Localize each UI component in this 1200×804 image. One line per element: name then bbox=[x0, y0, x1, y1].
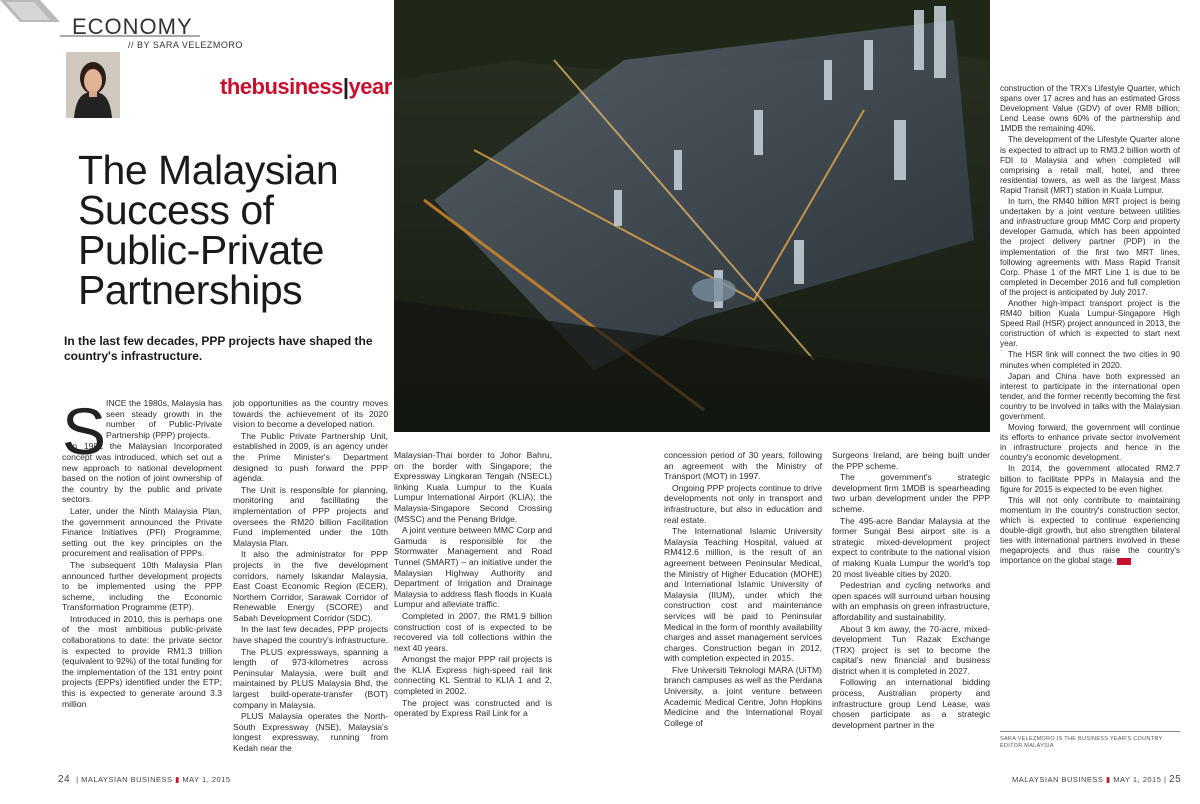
paragraph: The Public Private Partnership Unit, established in 2009, is an agency under the Prime Minister's Department designed to push forward the PPP agenda. bbox=[233, 430, 388, 484]
paragraph: The Unit is responsible for planning, monitoring and facilitating the implementation of PPP projects and oversees the RM20 billion Facilitation Fund implemented under the 10th Malaysia Plan. bbox=[233, 484, 388, 548]
paragraph: The International Islamic University Malaysia Teaching Hospital, valued at RM412.6 million, is the result of an agreement between Peninsular Medical, the Ministry of Higher Education (MOHE) and International Islamic University of Malaysia (IIUM), under which the construction cost and maintenance services will be paid to Peninsular Medical in the form of monthly availability charges and asset management services charges. Construction began in 2012, with completion expected in 2015. bbox=[664, 526, 822, 664]
article-column-3 bbox=[394, 450, 552, 720]
end-of-article-mark bbox=[1117, 558, 1131, 565]
byline-text: BY SARA VELEZMORO bbox=[137, 40, 243, 50]
paragraph: About 3 km away, the 70-acre, mixed-development Tun Razak Exchange (TRX) project is set to become the capital's new financial and business district when it is completed in 2027. bbox=[832, 623, 990, 676]
headline-line: The Malaysian bbox=[78, 147, 339, 193]
paragraph: concession period of 30 years, following an agreement with the Ministry of Transport (MOT) in 1997. bbox=[664, 450, 822, 482]
paragraph: Five Universiti Teknologi MARA (UiTM) branch campuses as well as the Perdana University, a joint venture between Academic Medical Centre, John Hopkins Medicine and the International Royal College of bbox=[664, 664, 822, 728]
paragraph: Following an international bidding process, Australian property and infrastructure group Lend Lease, was chosen participate as a strategic development partner in the bbox=[832, 677, 990, 730]
footer-left: 24 | MALAYSIAN BUSINESS ▮ MAY 1, 2015 bbox=[58, 774, 231, 785]
paragraph: Malaysian-Thai border to Johor Bahru, on the border with Singapore; the Expressway Lingkaran Tengah (NSECL) linking Kuala Lumpur to the Kuala Lumpur International Airport (KLIA); the Malaysia-Singapore Second Crossing (MSSC) and the Penang Bridge. bbox=[394, 450, 552, 524]
paragraph: The subsequent 10th Malaysia Plan announced further development projects to be implemented using the PPP scheme, including the Economic Transformation Programme (ETP). bbox=[62, 559, 222, 613]
page-number-right: 25 bbox=[1169, 774, 1182, 785]
brand-part-1: thebusiness bbox=[220, 74, 343, 99]
paragraph: Amongst the major PPP rail projects is the KLIA Express high-speed rail link connecting KL Sentral to KLIA 1 and 2, completed in 2002. bbox=[394, 654, 552, 697]
paragraph: The HSR link will connect the two cities in 90 minutes when completed in 2020. bbox=[1000, 350, 1180, 370]
footer-right: MALAYSIAN BUSINESS ▮ MAY 1, 2015 | 25 bbox=[1012, 774, 1182, 785]
paragraph: In 2014, the government allocated RM2.7 billion to facilitate PPPs in Malaysia and the figure for 2015 is expected to be even higher. bbox=[1000, 464, 1180, 494]
paragraph: The development of the Lifestyle Quarter alone is expected to attract up to RM3.2 billion worth of FDI to Malaysia and when completed will comprising a retail mall, hotel, and three residential towers, as well as the largest Mass Rapid Transit (MRT) station in Kuala Lumpur. bbox=[1000, 135, 1180, 195]
paragraph: The project was constructed and is operated by Express Rail Link for a bbox=[394, 697, 552, 719]
paragraph-text: This will not only contribute to maintaining momentum in the country's construction sector, which is expected to continue experiencing double-digit growth, but also strengthen bilateral ties with international partners involved in these megaprojects and thus raise the country's importance on the global stage. bbox=[1000, 495, 1180, 566]
paragraph bbox=[1000, 496, 1180, 567]
drop-cap: S bbox=[62, 394, 107, 468]
paragraph: Another high-impact transport project is the RM40 billion Kuala Lumpur-Singapore High Speed Rail (HSR) project announced in 2013, the construction of which is expected to start next year. bbox=[1000, 298, 1180, 349]
footer-separator-icon: ▮ bbox=[1105, 775, 1111, 784]
paragraph: Pedestrian and cycling networks and open spaces will surround urban housing with an emphasis on green infrastructure, affordability and sustainability. bbox=[832, 580, 990, 622]
paragraph: Introduced in 2010, this is perhaps one of the most ambitious public-private collaborations to date: the private sector is expected to provide RM1.3 trillion (equivalent to 92%) of the total funding for the implementation of the 131 entry point projects (EPPs) identified under the ETP; this is expected to generate around 3.3 million bbox=[62, 613, 222, 709]
footer-date-right: MAY 1, 2015 bbox=[1113, 775, 1162, 784]
footer-date-left: MAY 1, 2015 bbox=[182, 775, 231, 784]
paragraph: Moving forward, the government will continue its efforts to enhance private sector involvement in infrastructure projects and hence in the country's economic development. bbox=[1000, 423, 1180, 463]
paragraph: Ongoing PPP projects continue to drive developments not only in transport and infrastructure, but also in education and real estate. bbox=[664, 482, 822, 525]
paragraph: job opportunities as the country moves towards the achievement of its 2020 vision to become a developed nation. bbox=[233, 398, 388, 430]
brand-separator: | bbox=[342, 74, 349, 99]
footer-separator-icon: ▮ bbox=[175, 775, 180, 784]
paragraph: The government's strategic development firm 1MDB is spearheading two urban development under the PPP scheme. bbox=[832, 472, 990, 514]
lead-paragraph: INCE the 1980s, Malaysia has seen steady growth in the number of Public-Private Partnership (PPP) projects. bbox=[106, 398, 222, 440]
page-number-left: 24 bbox=[58, 774, 71, 785]
paragraph: Completed in 2007, the RM1.9 billion construction cost of is expected to be recovered via toll collections within the next 40 years. bbox=[394, 610, 552, 653]
paragraph: In 1981 the Malaysian Incorporated concept was introduced, which set out a new approach to national development based on the notion of joint ownership of the country by the public and private sectors. bbox=[62, 441, 222, 505]
headline-line: Public-Private bbox=[78, 227, 324, 273]
paragraph: Later, under the Ninth Malaysia Plan, the government announced the Private Finance Initiatives (PFI) Programme, setting out the key principles on the procurement and realisation of PPPs. bbox=[62, 505, 222, 559]
paragraph: The PLUS expressways, spanning a length of 973-kilometres across Peninsular Malaysia, were built and maintained by PLUS Malaysia Bhd, the largest build-operate-transfer (BOT) company in Malaysia. bbox=[233, 646, 388, 710]
footer-magazine-right: MALAYSIAN BUSINESS bbox=[1012, 775, 1104, 784]
article-column-5 bbox=[832, 450, 990, 731]
section-label: ECONOMY bbox=[72, 14, 193, 39]
paragraph: PLUS Malaysia operates the North-South Expressway (NSE), Malaysia's longest expressway, running from Kedah near the bbox=[233, 711, 388, 753]
aerial-city-photo bbox=[394, 0, 990, 432]
paragraph: A joint venture between MMC Corp and Gamuda is responsible for the Stormwater Management and Road Tunnel (SMART) – an initiative under the Malaysian Highway Authority and Department of Irrigation and Drainage Malaysia to address flash floods in Kuala Lumpur and alleviate traffic. bbox=[394, 525, 552, 610]
headline-line: Success of bbox=[78, 187, 274, 233]
footer-magazine-left: MALAYSIAN BUSINESS bbox=[81, 775, 173, 784]
publication-brand bbox=[220, 74, 392, 100]
paragraph: It also the administrator for PPP projects in the five development corridors, namely Iskandar Malaysia, East Coast Economic Region (ECER), Northern Corridor, Sarawak Corridor of Renewable Energy (SCORE) and Sabah Development Corridor (SDC). bbox=[233, 549, 388, 623]
paragraph: The 495-acre Bandar Malaysia at the former Sungai Besi airport site is a strategic mixed-development project expect to contribute to the national vision of making Kuala Lumpur the world's top 20 most liveable cities by 2020. bbox=[832, 515, 990, 579]
brand-part-2: year bbox=[348, 74, 392, 99]
paragraph: Japan and China have both expressed an interest to participate in the international open tender, and the former recently becoming the first country to be involved in talks with the Malaysian government. bbox=[1000, 371, 1180, 421]
bio-divider bbox=[1000, 731, 1180, 732]
article-headline bbox=[78, 147, 398, 313]
headline-line: Partnerships bbox=[78, 267, 303, 313]
article-column-2 bbox=[233, 398, 388, 755]
article-column-4 bbox=[664, 450, 822, 729]
author-bio: SARA VELEZMORO IS THE BUSINESS YEAR'S COUNTRY EDITOR MALAYSIA bbox=[1000, 736, 1163, 749]
paragraph: construction of the TRX's Lifestyle Quarter, which spans over 17 acres and has an estimated Gross Development Value (GDV) of over RM8 billion; Lend Lease owns 60% of the partnership and 1MDB the remaining 40%. bbox=[1000, 84, 1180, 134]
byline: // BY SARA VELEZMORO bbox=[128, 40, 243, 50]
paragraph: In the last few decades, PPP projects have shaped the country's infrastructure. bbox=[233, 624, 388, 646]
paragraph: In turn, the RM40 billion MRT project is being undertaken by a joint venture between utilities and infrastructure group MMC Corp and property developer Gamuda, which has been appointed the project delivery partner (PDP) in the implementation of the first two MRT lines, following agreements with Mass Rapid Transit Corp. Phase 1 of the MRT Line 1 is due to be completed in December 2016 and full completion of the project is anticipated by July 2017. bbox=[1000, 197, 1180, 297]
article-column-1 bbox=[62, 394, 222, 710]
paragraph: Surgeons Ireland, are being built under the PPP scheme. bbox=[832, 450, 990, 471]
article-subhead: In the last few decades, PPP projects have shaped the country's infrastructure. bbox=[64, 334, 373, 363]
author-photo bbox=[66, 52, 120, 118]
article-column-6 bbox=[1000, 84, 1180, 567]
